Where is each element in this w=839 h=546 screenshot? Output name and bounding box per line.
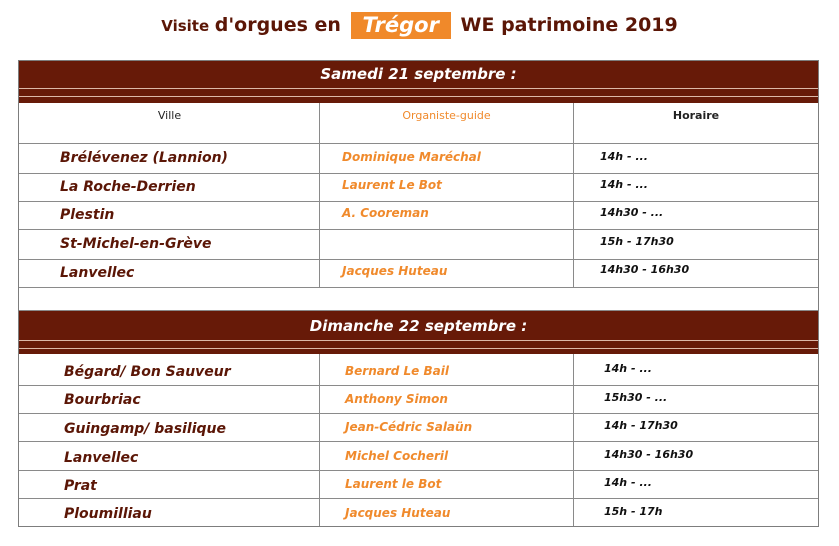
- ville-cell: Bégard/ Bon Sauveur: [64, 364, 231, 380]
- horaire-cell: 14h - ...: [600, 150, 648, 163]
- ville-cell: La Roche-Derrien: [60, 179, 196, 195]
- guide-cell: Laurent Le Bot: [342, 178, 442, 192]
- ville-cell: Brélévenez (Lannion): [60, 150, 228, 166]
- guide-cell: Bernard Le Bail: [345, 364, 449, 378]
- guide-cell: Michel Cocheril: [345, 449, 449, 463]
- horaire-cell: 14h - ...: [604, 362, 652, 375]
- horaire-cell: 15h - 17h30: [600, 235, 674, 248]
- horaire-cell: 15h30 - ...: [604, 391, 668, 404]
- ville-cell: Prat: [64, 478, 97, 494]
- saturday-header-band: [19, 61, 818, 103]
- guide-cell: Jean-Cédric Salaün: [345, 420, 473, 434]
- column-header-guide: Organiste-guide: [402, 109, 491, 122]
- horaire-cell: 15h - 17h: [604, 505, 663, 518]
- column-header-horaire: Horaire: [672, 109, 720, 122]
- horaire-cell: 14h30 - ...: [600, 206, 664, 219]
- ville-cell: Plestin: [60, 207, 115, 223]
- horaire-cell: 14h - 17h30: [604, 419, 678, 432]
- ville-cell: Bourbriac: [64, 392, 141, 408]
- guide-cell: Laurent le Bot: [345, 477, 442, 491]
- title-suffix: WE patrimoine 2019: [460, 14, 678, 36]
- guide-cell: Dominique Maréchal: [342, 150, 481, 164]
- ville-cell: St-Michel-en-Grève: [60, 236, 212, 252]
- guide-cell: Jacques Huteau: [342, 264, 448, 278]
- saturday-heading: Samedi 21 septembre :: [320, 65, 517, 83]
- brand-logo: Trégor: [351, 12, 451, 39]
- sunday-heading: Dimanche 22 septembre :: [309, 317, 528, 335]
- horaire-cell: 14h - ...: [600, 178, 648, 191]
- horaire-cell: 14h30 - 16h30: [600, 263, 690, 276]
- column-header-ville: Ville: [157, 109, 182, 122]
- horaire-cell: 14h - ...: [604, 476, 652, 489]
- guide-cell: Jacques Huteau: [345, 506, 451, 520]
- title-prefix: Visite: [161, 17, 210, 35]
- ville-cell: Lanvellec: [60, 265, 135, 281]
- horaire-cell: 14h30 - 16h30: [604, 448, 694, 461]
- ville-cell: Ploumilliau: [64, 506, 152, 522]
- sunday-header-band: [19, 311, 818, 354]
- guide-cell: A. Cooreman: [342, 206, 429, 220]
- title-main: d'orgues en: [214, 14, 341, 36]
- ville-cell: Guingamp/ basilique: [64, 421, 226, 437]
- ville-cell: Lanvellec: [64, 450, 139, 466]
- guide-cell: Anthony Simon: [345, 392, 448, 406]
- page-title: [0, 12, 839, 39]
